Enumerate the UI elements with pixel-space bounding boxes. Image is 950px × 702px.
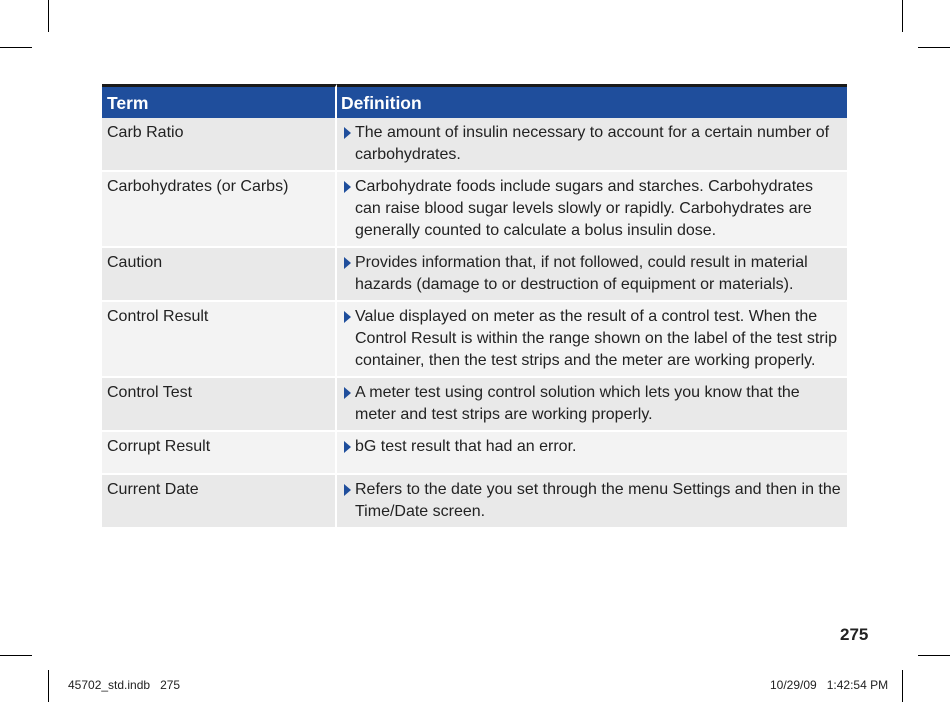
page-number: 275	[840, 625, 869, 644]
bullet-arrow-icon	[344, 441, 351, 453]
term-cell: Current Date	[102, 475, 337, 529]
term-cell: Corrupt Result	[102, 432, 337, 475]
table-row	[102, 432, 847, 475]
definition-cell	[337, 248, 847, 302]
term-cell: Control Result	[102, 302, 337, 378]
crop-mark-top-right-h	[918, 47, 950, 48]
definition-cell	[337, 378, 847, 432]
crop-mark-bottom-right-h	[918, 655, 950, 656]
term-cell: Carb Ratio	[102, 118, 337, 172]
bullet-arrow-icon	[344, 257, 351, 269]
definition-cell	[337, 172, 847, 248]
footer-file-info: 45702_std.indb 275	[68, 678, 181, 692]
definition-text: Provides information that, if not followed, could result in material hazards (damage to or destruction of equipment or materials).	[355, 254, 808, 293]
bullet-arrow-icon	[344, 311, 351, 323]
definition-text: Refers to the date you set through the menu Settings and then in the Time/Date screen.	[355, 481, 841, 520]
definition-text: bG test result that had an error.	[355, 438, 577, 455]
table-row	[102, 172, 847, 248]
footer-timestamp: 10/29/09 1:42:54 PM	[770, 678, 889, 692]
header-term: Term	[102, 84, 337, 118]
bullet-arrow-icon	[344, 181, 351, 193]
definition-text: The amount of insulin necessary to account for a certain number of carbohydrates.	[355, 124, 830, 163]
definition-cell	[337, 118, 847, 172]
table-row	[102, 302, 847, 378]
crop-mark-bottom-left-v	[48, 670, 49, 702]
crop-mark-top-left-v	[48, 0, 49, 32]
glossary-table	[102, 84, 847, 529]
bullet-arrow-icon	[344, 387, 351, 399]
crop-mark-bottom-right-v	[902, 670, 903, 702]
definition-cell	[337, 475, 847, 529]
definition-text: Carbohydrate foods include sugars and starches. Carbohydrates can raise blood sugar levels slowly or rapidly. Carbohydrates are generally counted to calculate a bolus insulin dose.	[355, 178, 814, 239]
bullet-arrow-icon	[344, 484, 351, 496]
table-row	[102, 248, 847, 302]
table-row	[102, 378, 847, 432]
header-definition: Definition	[337, 84, 847, 118]
crop-mark-top-right-v	[902, 0, 903, 32]
crop-mark-top-left-h	[0, 47, 32, 48]
term-cell: Control Test	[102, 378, 337, 432]
bullet-arrow-icon	[344, 127, 351, 139]
table-row	[102, 118, 847, 172]
table-row	[102, 475, 847, 529]
definition-cell	[337, 302, 847, 378]
term-cell: Carbohydrates (or Carbs)	[102, 172, 337, 248]
term-cell: Caution	[102, 248, 337, 302]
definition-text: A meter test using control solution which lets you know that the meter and test strips are working properly.	[355, 384, 800, 423]
crop-mark-bottom-left-h	[0, 655, 32, 656]
glossary-body	[102, 118, 847, 529]
table-header-row	[102, 84, 847, 118]
definition-text: Value displayed on meter as the result of a control test. When the Control Result is within the range shown on the label of the test strip container, then the test strips and the meter are working properly.	[355, 308, 838, 369]
definition-cell	[337, 432, 847, 475]
